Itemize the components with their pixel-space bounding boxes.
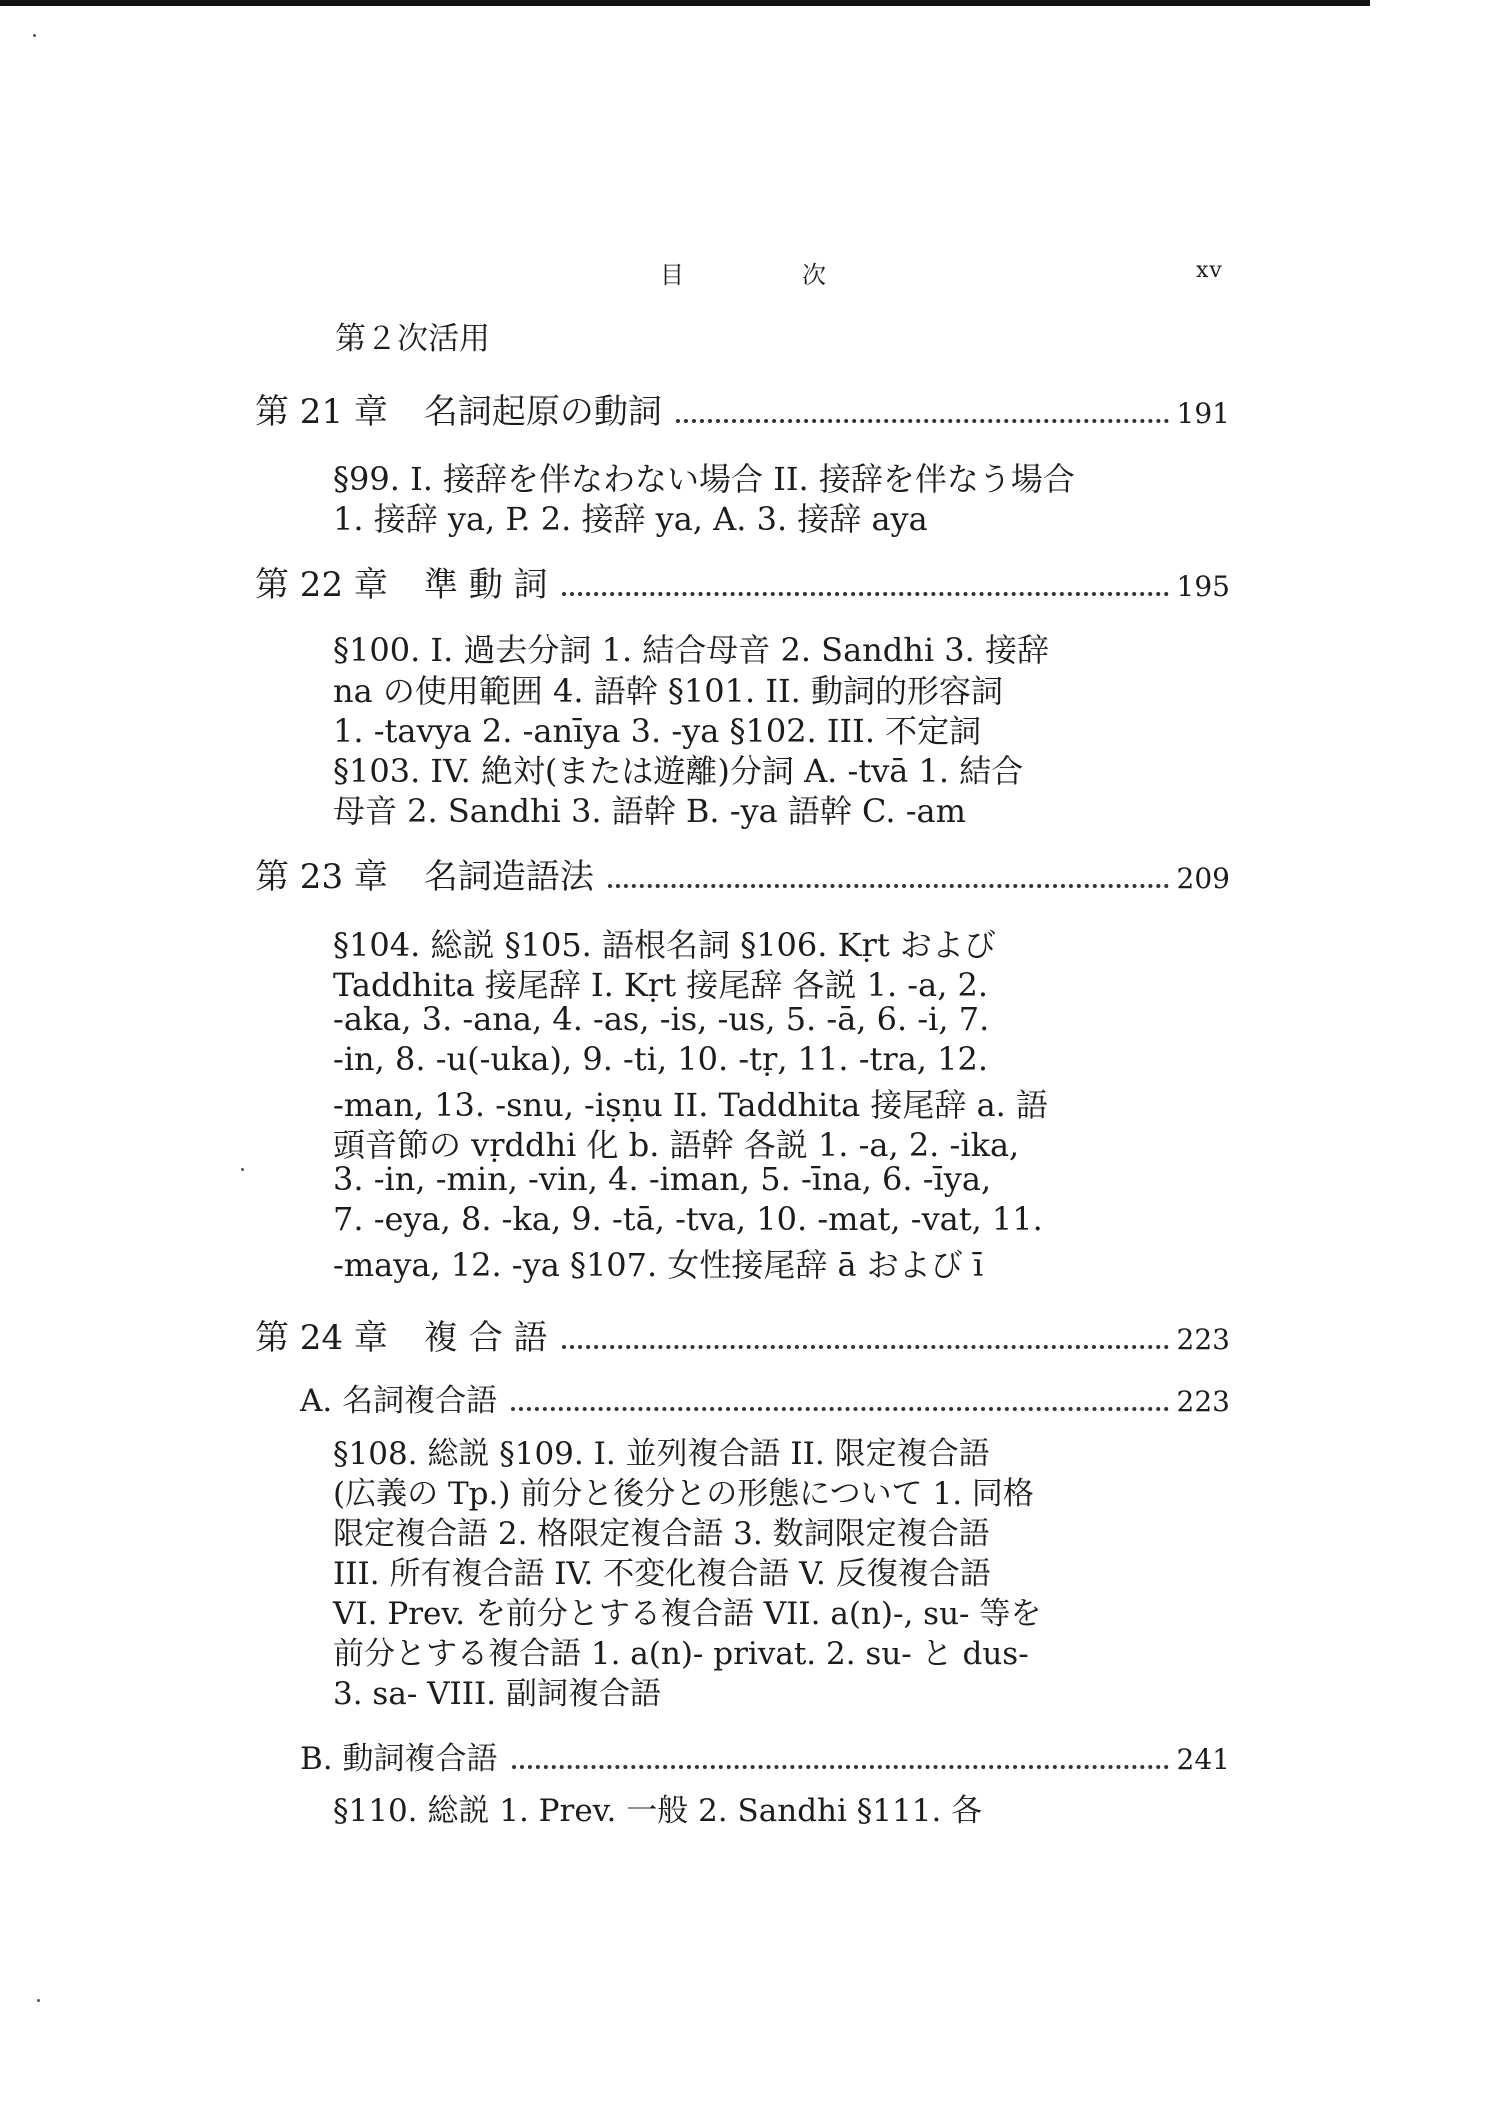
section-line: §103. IV. 絶対(または遊離)分詞 A. -tvā 1. 結合 [333,752,1024,790]
section-line: 頭音節の vṛddhi 化 b. 語幹 各説 1. -a, 2. -ika, [333,1126,1020,1164]
chapter-title: 複 合 語 [423,1318,548,1358]
section-line: -maya, 12. -ya §107. 女性接尾辞 ā および ī [333,1246,984,1284]
section-line: §108. 総説 §109. I. 並列複合語 II. 限定複合語 [333,1436,990,1472]
section-line: §99. I. 接辞を伴なわない場合 II. 接辞を伴なう場合 [333,460,1075,498]
chapter-title: 名詞造語法 [423,857,594,897]
chapter-page: 195 [1176,570,1230,603]
toc-section-b[interactable] [300,1733,1230,1779]
section-line: III. 所有複合語 IV. 不変化複合語 V. 反復複合語 [333,1556,991,1592]
toc-chapter-21[interactable] [255,384,1230,430]
toc-chapter-22[interactable] [255,557,1230,603]
section-line: §110. 総説 1. Prev. 一般 2. Sandhi §111. 各 [333,1793,983,1829]
section-line: -aka, 3. -ana, 4. -as, -is, -us, 5. -ā, 6. -i, 7. [333,1000,990,1038]
section-line: Taddhita 接尾辞 I. Kṛt 接尾辞 各説 1. -a, 2. [333,966,989,1004]
chapter-page: 223 [1176,1323,1230,1356]
leader-dots [676,415,1169,423]
chapter-page: 209 [1176,862,1230,895]
chapter-title: 準 動 詞 [423,565,548,605]
leader-dots [608,880,1169,888]
section-page: 241 [1176,1743,1230,1776]
section-line: 7. -eya, 8. -ka, 9. -tā, -tva, 10. -mat, -vat, 11. [333,1200,1043,1238]
section-page: 223 [1176,1385,1230,1418]
section-line: §100. I. 過去分詞 1. 結合母音 2. Sandhi 3. 接辞 [333,631,1049,669]
running-header [0,255,1505,295]
scan-speck [37,1999,40,2002]
section-title: A. 名詞複合語 [300,1383,498,1419]
toc-section-a[interactable] [300,1375,1230,1421]
section-line: 母音 2. Sandhi 3. 語幹 B. -ya 語幹 C. -am [333,792,966,830]
header-title-right: 次 [802,261,826,289]
section-line: (広義の Tp.) 前分と後分との形態について 1. 同格 [333,1476,1034,1512]
header-title-left: 目 [660,261,684,289]
section-line: §104. 総説 §105. 語根名詞 §106. Kṛt および [333,926,996,964]
chapter-title: 名詞起原の動詞 [423,392,662,432]
chapter-number: 第 22 章 [255,565,388,605]
chapter-number: 第 23 章 [255,857,388,897]
scan-speck [241,1168,244,1171]
page-number: xv [1196,258,1223,283]
chapter-number: 第 24 章 [255,1318,388,1358]
intro-fragment: 第２次活用 [335,321,490,357]
section-line: 3. -in, -min, -vin, 4. -iman, 5. -īna, 6. -īya, [333,1160,992,1198]
section-title: B. 動詞複合語 [300,1741,498,1777]
section-line: 1. 接辞 ya, P. 2. 接辞 ya, A. 3. 接辞 aya [333,500,928,538]
section-line: 前分とする複合語 1. a(n)- privat. 2. su- と dus- [333,1636,1029,1672]
leader-dots [512,1761,1169,1769]
toc-chapter-24[interactable] [255,1310,1230,1356]
section-line: 3. sa- VIII. 副詞複合語 [333,1676,661,1712]
scan-speck [33,34,36,37]
section-line: -in, 8. -u(-uka), 9. -ti, 10. -tṛ, 11. -tra, 12. [333,1040,988,1078]
leader-dots [562,588,1169,596]
toc-chapter-23[interactable] [255,849,1230,895]
chapter-number: 第 21 章 [255,392,388,432]
section-line: VI. Prev. を前分とする複合語 VII. a(n)-, su- 等を [333,1596,1042,1632]
section-line: -man, 13. -snu, -iṣṇu II. Taddhita 接尾辞 a. 語 [333,1086,1048,1124]
leader-dots [511,1403,1168,1411]
section-line: 限定複合語 2. 格限定複合語 3. 数詞限定複合語 [333,1516,990,1552]
scan-top-edge [0,0,1370,6]
section-line: na の使用範囲 4. 語幹 §101. II. 動詞的形容詞 [333,672,1003,710]
leader-dots [562,1341,1169,1349]
chapter-page: 191 [1176,397,1230,430]
section-line: 1. -tavya 2. -anīya 3. -ya §102. III. 不定詞 [333,712,982,750]
